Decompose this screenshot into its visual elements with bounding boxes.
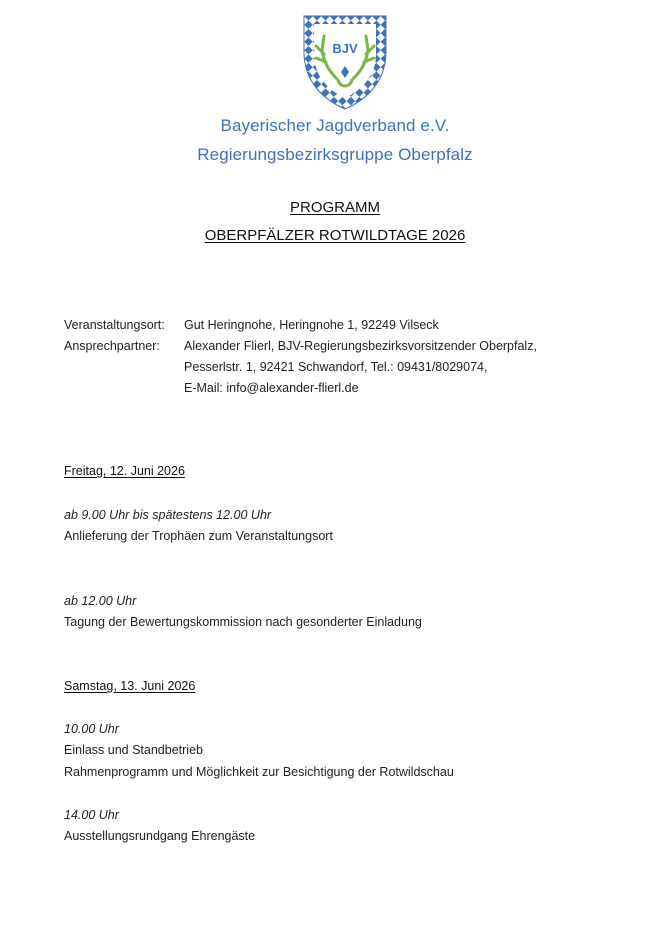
contact-email[interactable]: E-Mail: info@alexander-flierl.de [184, 381, 359, 395]
schedule-time: ab 9.00 Uhr bis spätestens 12.00 Uhr [64, 508, 272, 522]
saturday-heading: Samstag, 13. Juni 2026 [64, 679, 196, 693]
contact-line: Alexander Flierl, BJV-Regierungsbezirksvorsitzender Oberpfalz, [184, 339, 537, 353]
schedule-desc: Anlieferung der Trophäen zum Veranstaltungsort [64, 529, 333, 543]
logo-text: BJV [332, 41, 358, 56]
document-subtitle: OBERPFÄLZER ROTWILDTAGE 2026 [204, 227, 466, 244]
schedule-desc: Rahmenprogramm und Möglichkeit zur Besichtigung der Rotwildschau [64, 765, 454, 779]
org-name: Bayerischer Jagdverband e.V. [220, 116, 450, 135]
org-subtitle: Regierungsbezirksgruppe Oberpfalz [197, 145, 473, 164]
venue-value: Gut Heringnohe, Heringnohe 1, 92249 Vilseck [184, 318, 439, 332]
schedule-time: 14.00 Uhr [64, 808, 119, 822]
schedule-desc: Tagung der Bewertungskommission nach gesonderter Einladung [64, 615, 422, 629]
friday-heading: Freitag, 12. Juni 2026 [64, 464, 185, 478]
bjv-shield-logo [300, 12, 390, 112]
schedule-desc: Ausstellungsrundgang Ehrengäste [64, 829, 256, 843]
contact-label: Ansprechpartner: [64, 339, 160, 353]
venue-label: Veranstaltungsort: [64, 318, 165, 332]
document-title: PROGRAMM [290, 199, 380, 216]
contact-line: Pesserlstr. 1, 92421 Schwandorf, Tel.: 09431/8029074, [184, 360, 488, 374]
schedule-time: 10.00 Uhr [64, 722, 119, 736]
schedule-desc: Einlass und Standbetrieb [64, 743, 203, 757]
schedule-time: ab 12.00 Uhr [64, 594, 137, 608]
